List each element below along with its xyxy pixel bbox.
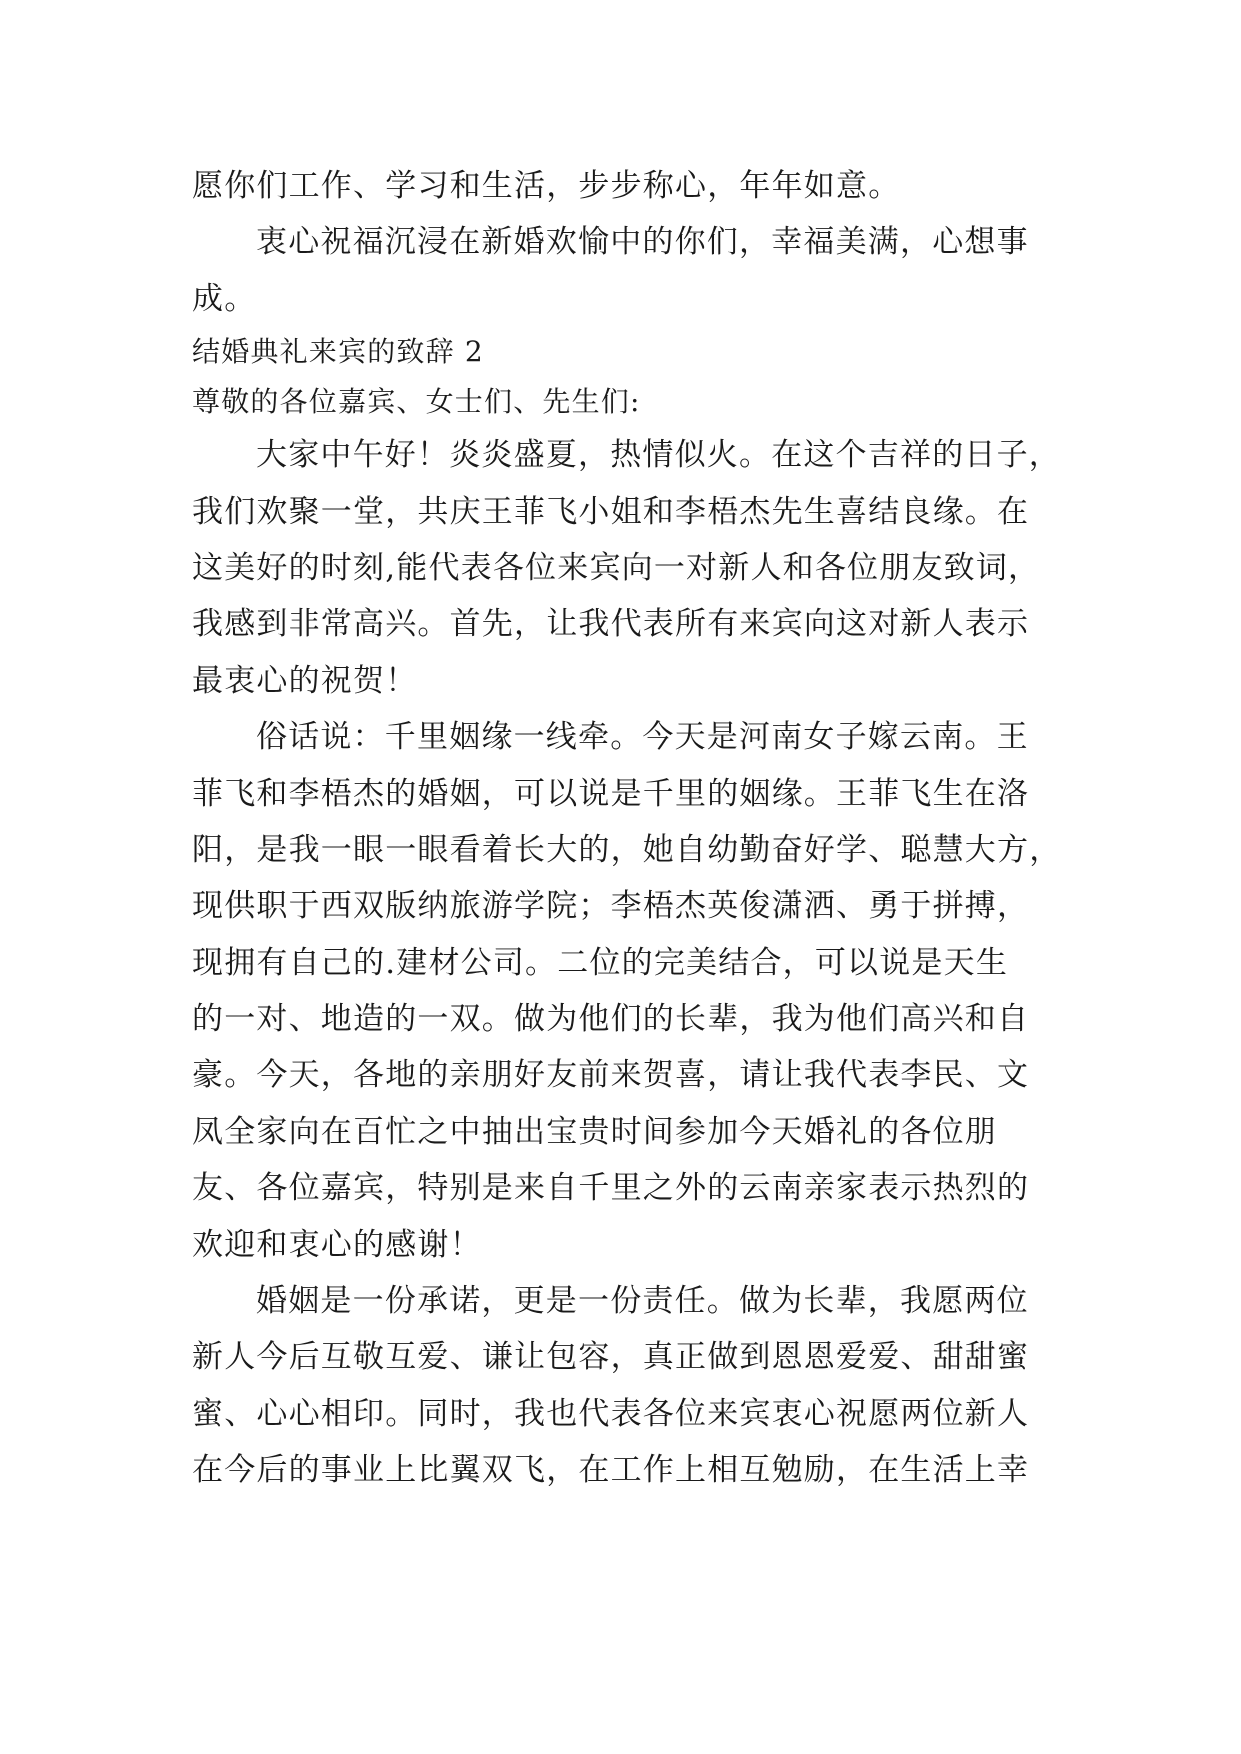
text-line: 衷心祝福沉浸在新婚欢愉中的你们，幸福美满，心想事 [256,224,1029,261]
text-line: 欢迎和衷心的感谢！ [192,1226,482,1263]
text-line: 友、各位嘉宾，特别是来自千里之外的云南亲家表示热烈的 [192,1170,1030,1207]
text-line: 我感到非常高兴。首先，让我代表所有来宾向这对新人表示 [192,606,1030,643]
text-line: 最衷心的祝贺！ [192,662,418,699]
text-line: 这美好的时刻,能代表各位来宾向一对新人和各位朋友致词， [192,549,1041,586]
text-line: 的一对、地造的一双。做为他们的长辈，我为他们高兴和自 [192,1001,1030,1038]
text-line: 成。 [192,280,257,317]
text-line: 蜜、心心相印。同时，我也代表各位来宾衷心祝愿两位新人 [192,1395,1030,1432]
text-line: 阳，是我一眼一眼看着长大的，她自幼勤奋好学、聪慧大方， [192,831,1062,868]
text-line: 现供职于西双版纳旅游学院；李梧杰英俊潇洒、勇于拼搏， [192,888,1030,925]
text-line: 愿你们工作、学习和生活，步步称心，年年如意。 [192,168,901,204]
document-body [192,158,1062,1499]
text-line: 婚姻是一份承诺，更是一份责任。做为长辈，我愿两位 [256,1283,1029,1320]
text-line: 新人今后互敬互爱、谦让包容，真正做到恩恩爱爱、甜甜蜜 [192,1339,1030,1376]
text-line: 大家中午好！炎炎盛夏，热情似火。在这个吉祥的日子， [256,437,1061,474]
text-line: 结婚典礼来宾的致辞 2 [192,335,484,369]
text-line: 在今后的事业上比翼双飞，在工作上相互勉励，在生活上幸 [192,1452,1030,1489]
text-line: 豪。今天，各地的亲朋好友前来贺喜，请让我代表李民、文 [192,1057,1030,1094]
text-line: 凤全家向在百忙之中抽出宝贵时间参加今天婚礼的各位朋 [192,1113,997,1150]
text-line: 现拥有自己的.建材公司。二位的完美结合，可以说是天生 [192,944,1009,981]
text-line: 菲飞和李梧杰的婚姻，可以说是千里的姻缘。王菲飞生在洛 [192,775,1030,812]
text-line: 尊敬的各位嘉宾、女士们、先生们: [192,385,641,419]
text-line: 我们欢聚一堂，共庆王菲飞小姐和李梧杰先生喜结良缘。在 [192,493,1030,530]
text-line: 俗话说：千里姻缘一线牵。今天是河南女子嫁云南。王 [256,719,1029,756]
